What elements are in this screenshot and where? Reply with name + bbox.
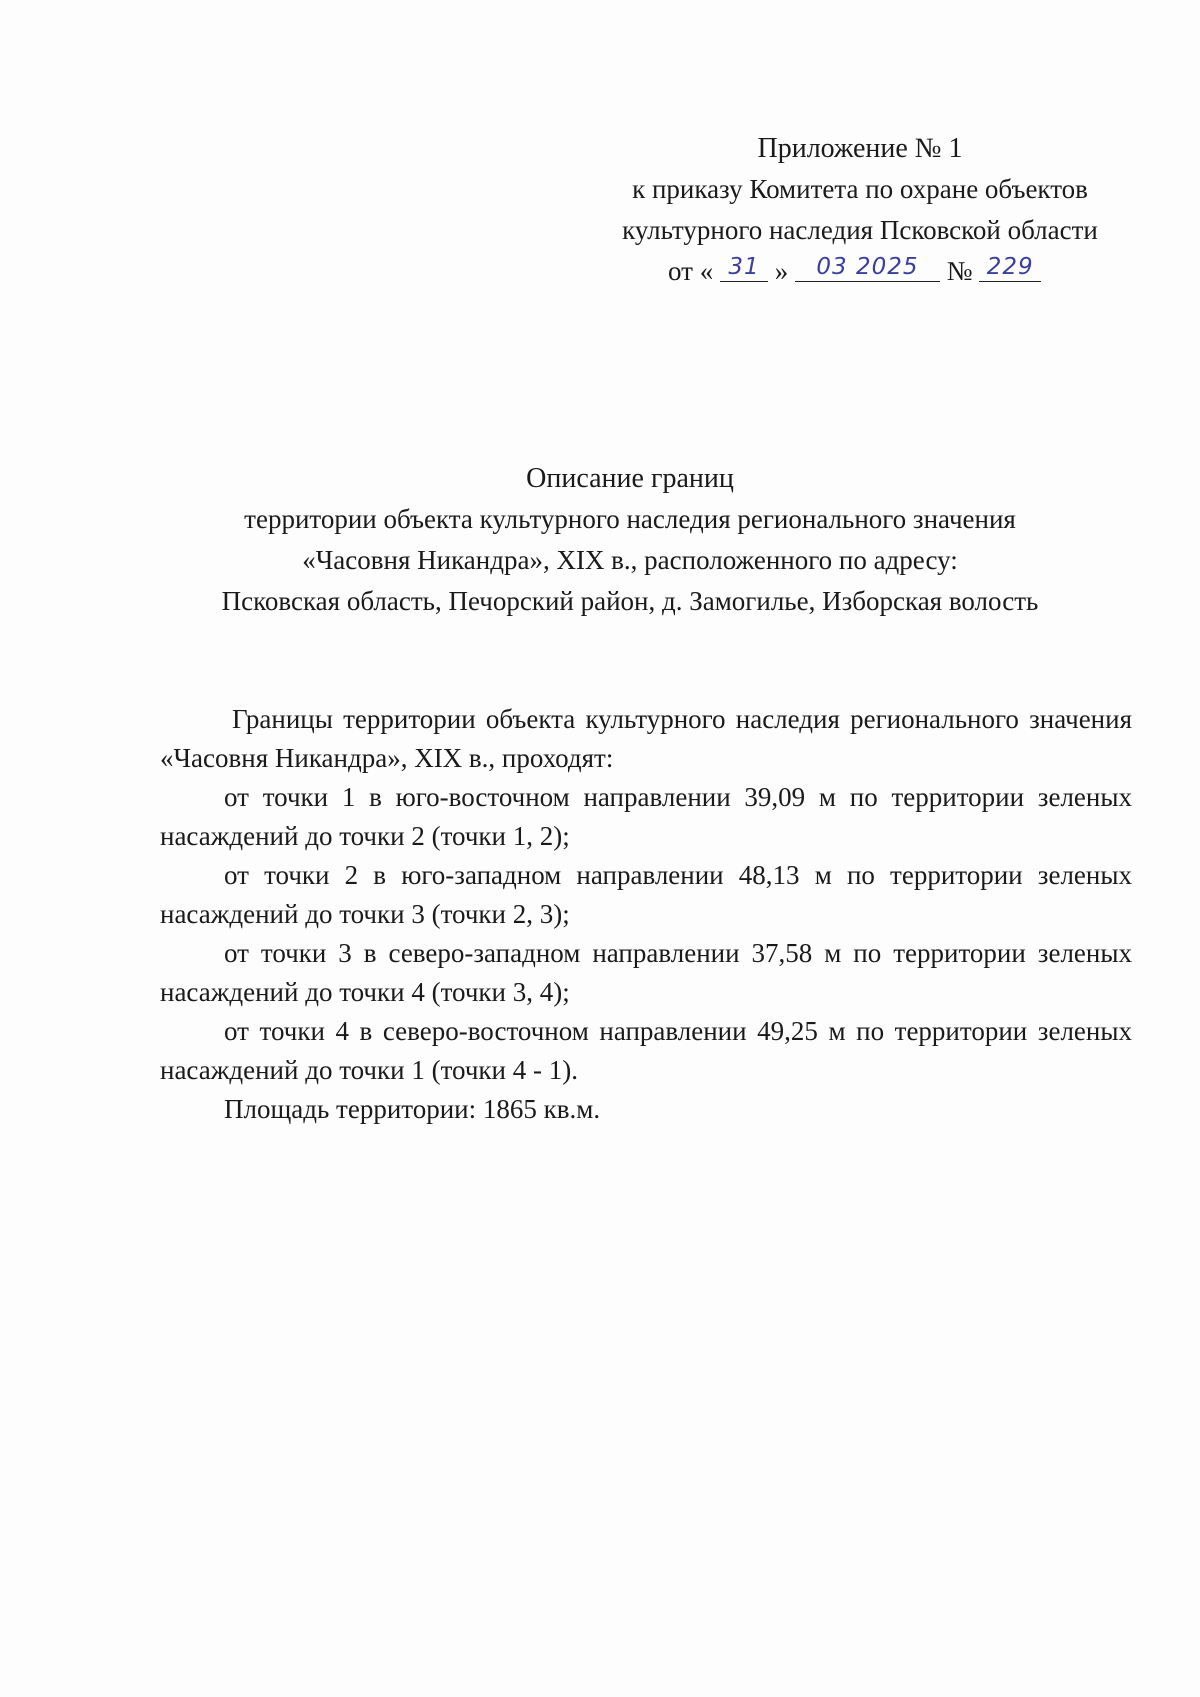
order-prefix: от «: [668, 256, 714, 286]
order-number-label: №: [946, 256, 973, 286]
segment-paragraph-2: от точки 2 в юго-западном направлении 48,13 м по территории зеленых насаждений до точки 3 (точки 2, 3);: [160, 860, 1132, 929]
order-day-field: [720, 251, 768, 282]
order-day-handwritten: 31: [728, 254, 760, 280]
segment-paragraph-4: от точки 4 в северо-восточном направлении 49,25 м по территории зеленых насаждений до точки 1 (точки 4 - 1).: [160, 1016, 1132, 1085]
area-paragraph: Площадь территории: 1865 кв.м.: [224, 1094, 601, 1124]
appendix-header: [590, 128, 1130, 292]
title-line-4: Псковская область, Печорский район, д. Замогилье, Изборская волость: [221, 586, 1039, 616]
title-line-2: территории объекта культурного наследия регионального значения: [244, 504, 1016, 534]
order-number-field: [979, 251, 1041, 282]
title-line-3: «Часовня Никандра», XIX в., расположенного по адресу:: [302, 545, 958, 575]
appendix-committee-line: культурного наследия Псковской области: [622, 215, 1098, 245]
order-mid-quote: »: [774, 256, 789, 286]
order-number-handwritten: 229: [986, 254, 1034, 280]
intro-paragraph: Границы территории объекта культурного наследия регионального значения «Часовня Никандра», XIX в., проходят:: [160, 704, 1132, 773]
boundary-description: [160, 700, 1132, 1129]
appendix-title: Приложение № 1: [757, 133, 963, 164]
appendix-reference-line: к приказу Комитета по охране объектов: [632, 174, 1088, 204]
segment-paragraph-1: от точки 1 в юго-восточном направлении 39,09 м по территории зеленых насаждений до точки 2 (точки 1, 2);: [160, 782, 1132, 851]
title-heading: Описание границ: [526, 463, 734, 494]
order-date-field: [795, 251, 940, 282]
order-date-handwritten: 03 2025: [816, 254, 919, 280]
order-date-line: [590, 251, 1130, 292]
document-title: [60, 458, 1200, 622]
segment-paragraph-3: от точки 3 в северо-западном направлении 37,58 м по территории зеленых насаждений до точки 4 (точки 3, 4);: [160, 938, 1132, 1007]
